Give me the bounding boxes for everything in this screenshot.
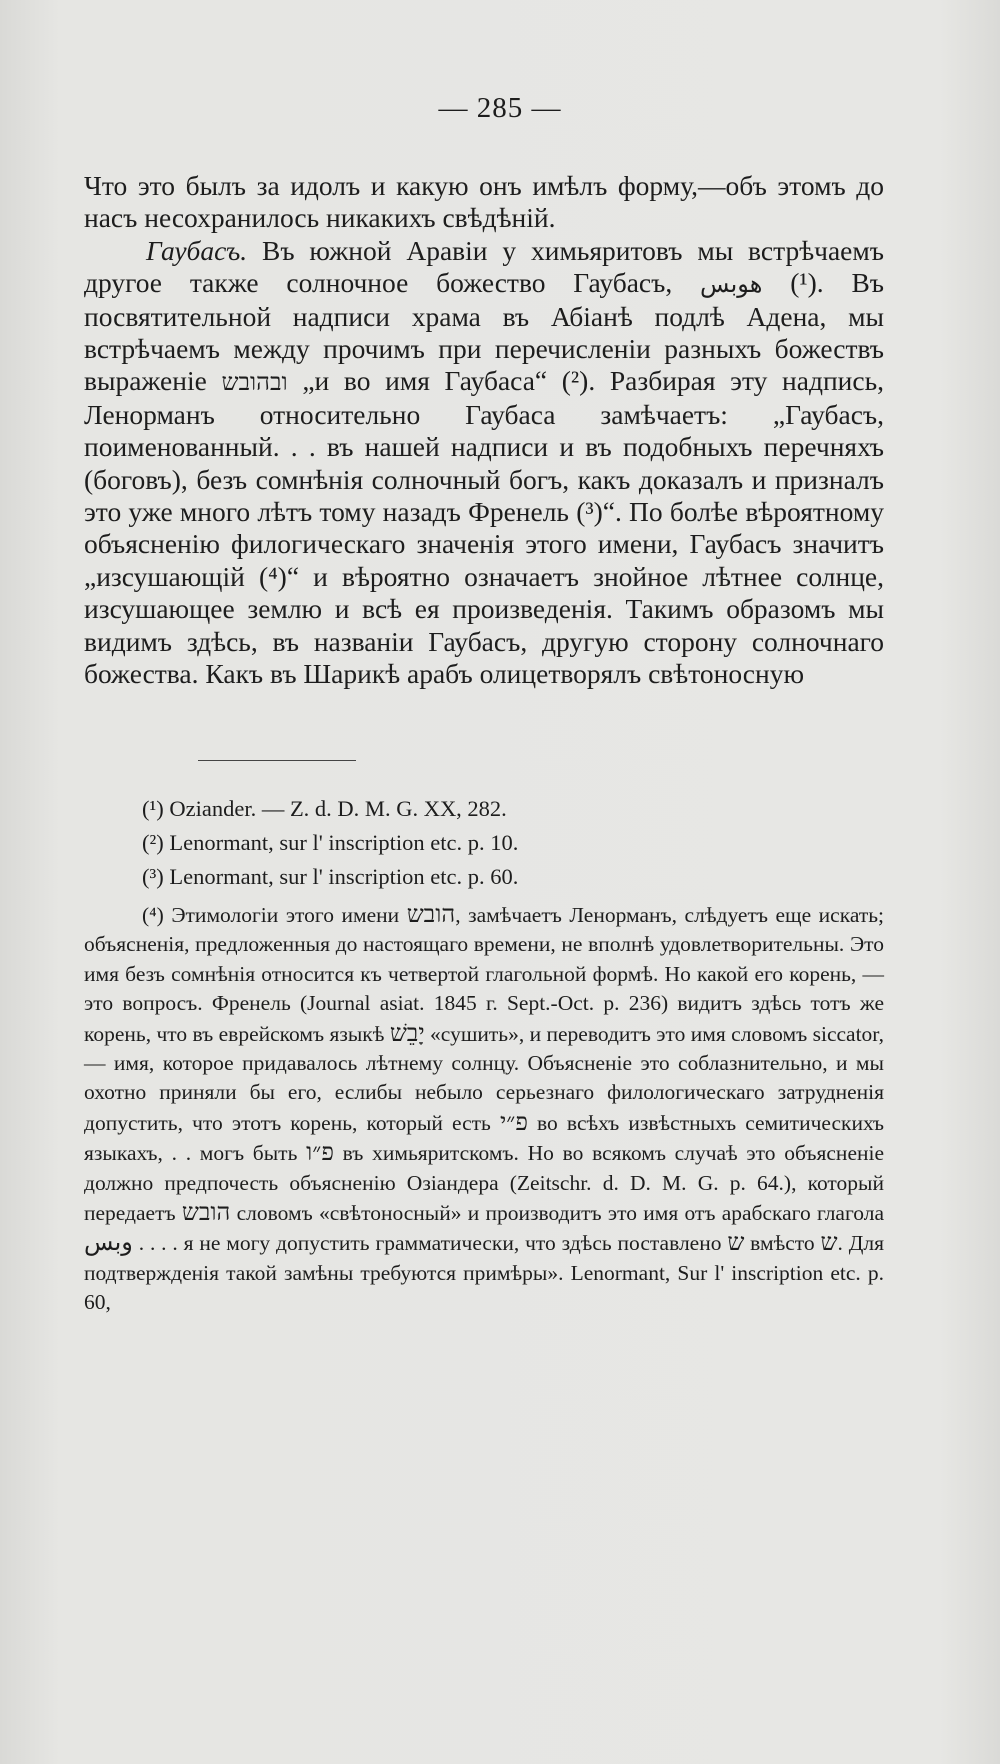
footnote-4-hebrew-5: הובש	[181, 1198, 231, 1227]
footnote-2: (²) Lenormant, sur l' inscription etc. p. 10.	[142, 830, 519, 855]
footnote-4-text-c: «сушить», и переводитъ это имя словомъ siccator, — имя, которое придавалось лѣтнему солнцу. Объясненіе это соблазнительно, и мы охотно приняли бы его, еслибы небыло серьезнаго филологическаго затрудненія допустить, что этотъ корень, который есть	[84, 1021, 884, 1135]
page-number: — 285 —	[438, 92, 562, 124]
main-text	[84, 170, 884, 691]
gaubas-hebrew-word: ובהובש	[221, 368, 288, 397]
gaubas-text-ref1: (¹). Въ посвятительной надписи храма въ Абіанѣ подлѣ Адена, мы встрѣчаемъ между прочимъ при перечисленіи разныхъ божествъ выраженіе	[84, 267, 885, 397]
footnote-4-text-g: . . . . я не могу допустить грамматически, что здѣсь поставлено	[132, 1231, 728, 1256]
footnote-4-text-a: (⁴) Этимологіи этого имени	[142, 903, 407, 927]
footnote-4-hebrew-1: הובש	[406, 900, 456, 928]
paragraph-gaubas	[84, 235, 884, 691]
footnote-4-hebrew-7: ש	[820, 1228, 838, 1257]
footnote-4-hebrew-2: יָבֵשׁ	[389, 1018, 425, 1047]
footnote-4-text-d: во всѣхъ извѣстныхъ семитическихъ языкахъ, . . могъ быть	[84, 1110, 885, 1166]
footnote-separator	[198, 760, 356, 761]
footnote-4-text-e: въ химьяритскомъ. Но во всякомъ случаѣ это объясненіе должно предпочесть объясненію Озіандера (Zeitschr. d. D. M. G. p. 64.), который передаетъ	[84, 1141, 885, 1226]
footnotes	[84, 792, 884, 1318]
gaubas-text-b: „и во имя Гаубаса“ (²). Разбирая эту надпись, Ленорманъ относительно Гаубаса замѣчаетъ: „Гаубасъ, поименованный. . . въ нашей надписи и въ подобныхъ перечняхъ (боговъ), безъ сомнѣнія солночный богъ, какъ доказалъ и призналъ это уже много лѣтъ тому назадъ Френель (³)“. По болѣе вѣроятному объясненію филогическаго значенія этого имени, Гаубасъ значитъ „изсушающій (⁴)“ и вѣроятно означаетъ знойное лѣтнее солнце, изсушающее землю и всѣ ея произведенія. Такимъ образомъ мы видимъ здѣсь, въ названіи Гаубасъ, другую сторону солночнаго божества. Какъ въ Шарикѣ арабъ олицетворялъ свѣтоносную	[84, 365, 884, 690]
footnote-4-text-f: словомъ «свѣтоносный» и производитъ это имя отъ арабскаго глагола	[230, 1201, 884, 1226]
footnote-4-hebrew-4: פ״ו	[306, 1138, 334, 1167]
footnote-4-arabic: وبس	[84, 1228, 133, 1257]
gaubas-heading: Гаубасъ.	[146, 234, 248, 266]
footnote-4-hebrew-6: ש	[727, 1228, 745, 1257]
footnote-3: (³) Lenormant, sur l' inscription etc. p. 60.	[142, 864, 519, 889]
footnote-4-text-i: . Для подтвержденія такой замѣны требуются примѣры». Lenormant, Sur l' inscription etc. p. 60,	[84, 1231, 885, 1315]
footnote-4-text-b: , замѣчаетъ Ленорманъ, слѣдуетъ еще искать; объясненія, предложенныя до настоящаго времени, не вполнѣ удовлетворительны. Это имя безъ сомнѣнія относится къ четвертой глагольной формѣ. Но какой его корень, — это вопросъ. Френель (Journal asiat. 1845 г. Sept.-Oct. p. 236) видитъ здѣсь тотъ же корень, что въ еврейскомъ языкѣ	[84, 903, 884, 1046]
footnote-4	[84, 900, 884, 1318]
paragraph-idol-text: Что это былъ за идолъ и какую онъ имѣлъ форму,—объ этомъ до насъ несохранилось никакихъ свѣдѣній.	[84, 170, 884, 234]
gaubas-text-a: Въ южной Аравіи у химьяритовъ мы встрѣчаемъ другое также солночное божество Гаубасъ,	[84, 234, 884, 299]
paragraph-idol	[84, 170, 884, 235]
footnote-4-hebrew-3: פ״י	[499, 1107, 528, 1136]
gaubas-arabic-word: هوبس	[700, 270, 763, 299]
footnote-1: (¹) Oziander. — Z. d. D. M. G. XX, 282.	[142, 796, 507, 821]
footnote-4-text-h: вмѣсто	[744, 1231, 821, 1256]
